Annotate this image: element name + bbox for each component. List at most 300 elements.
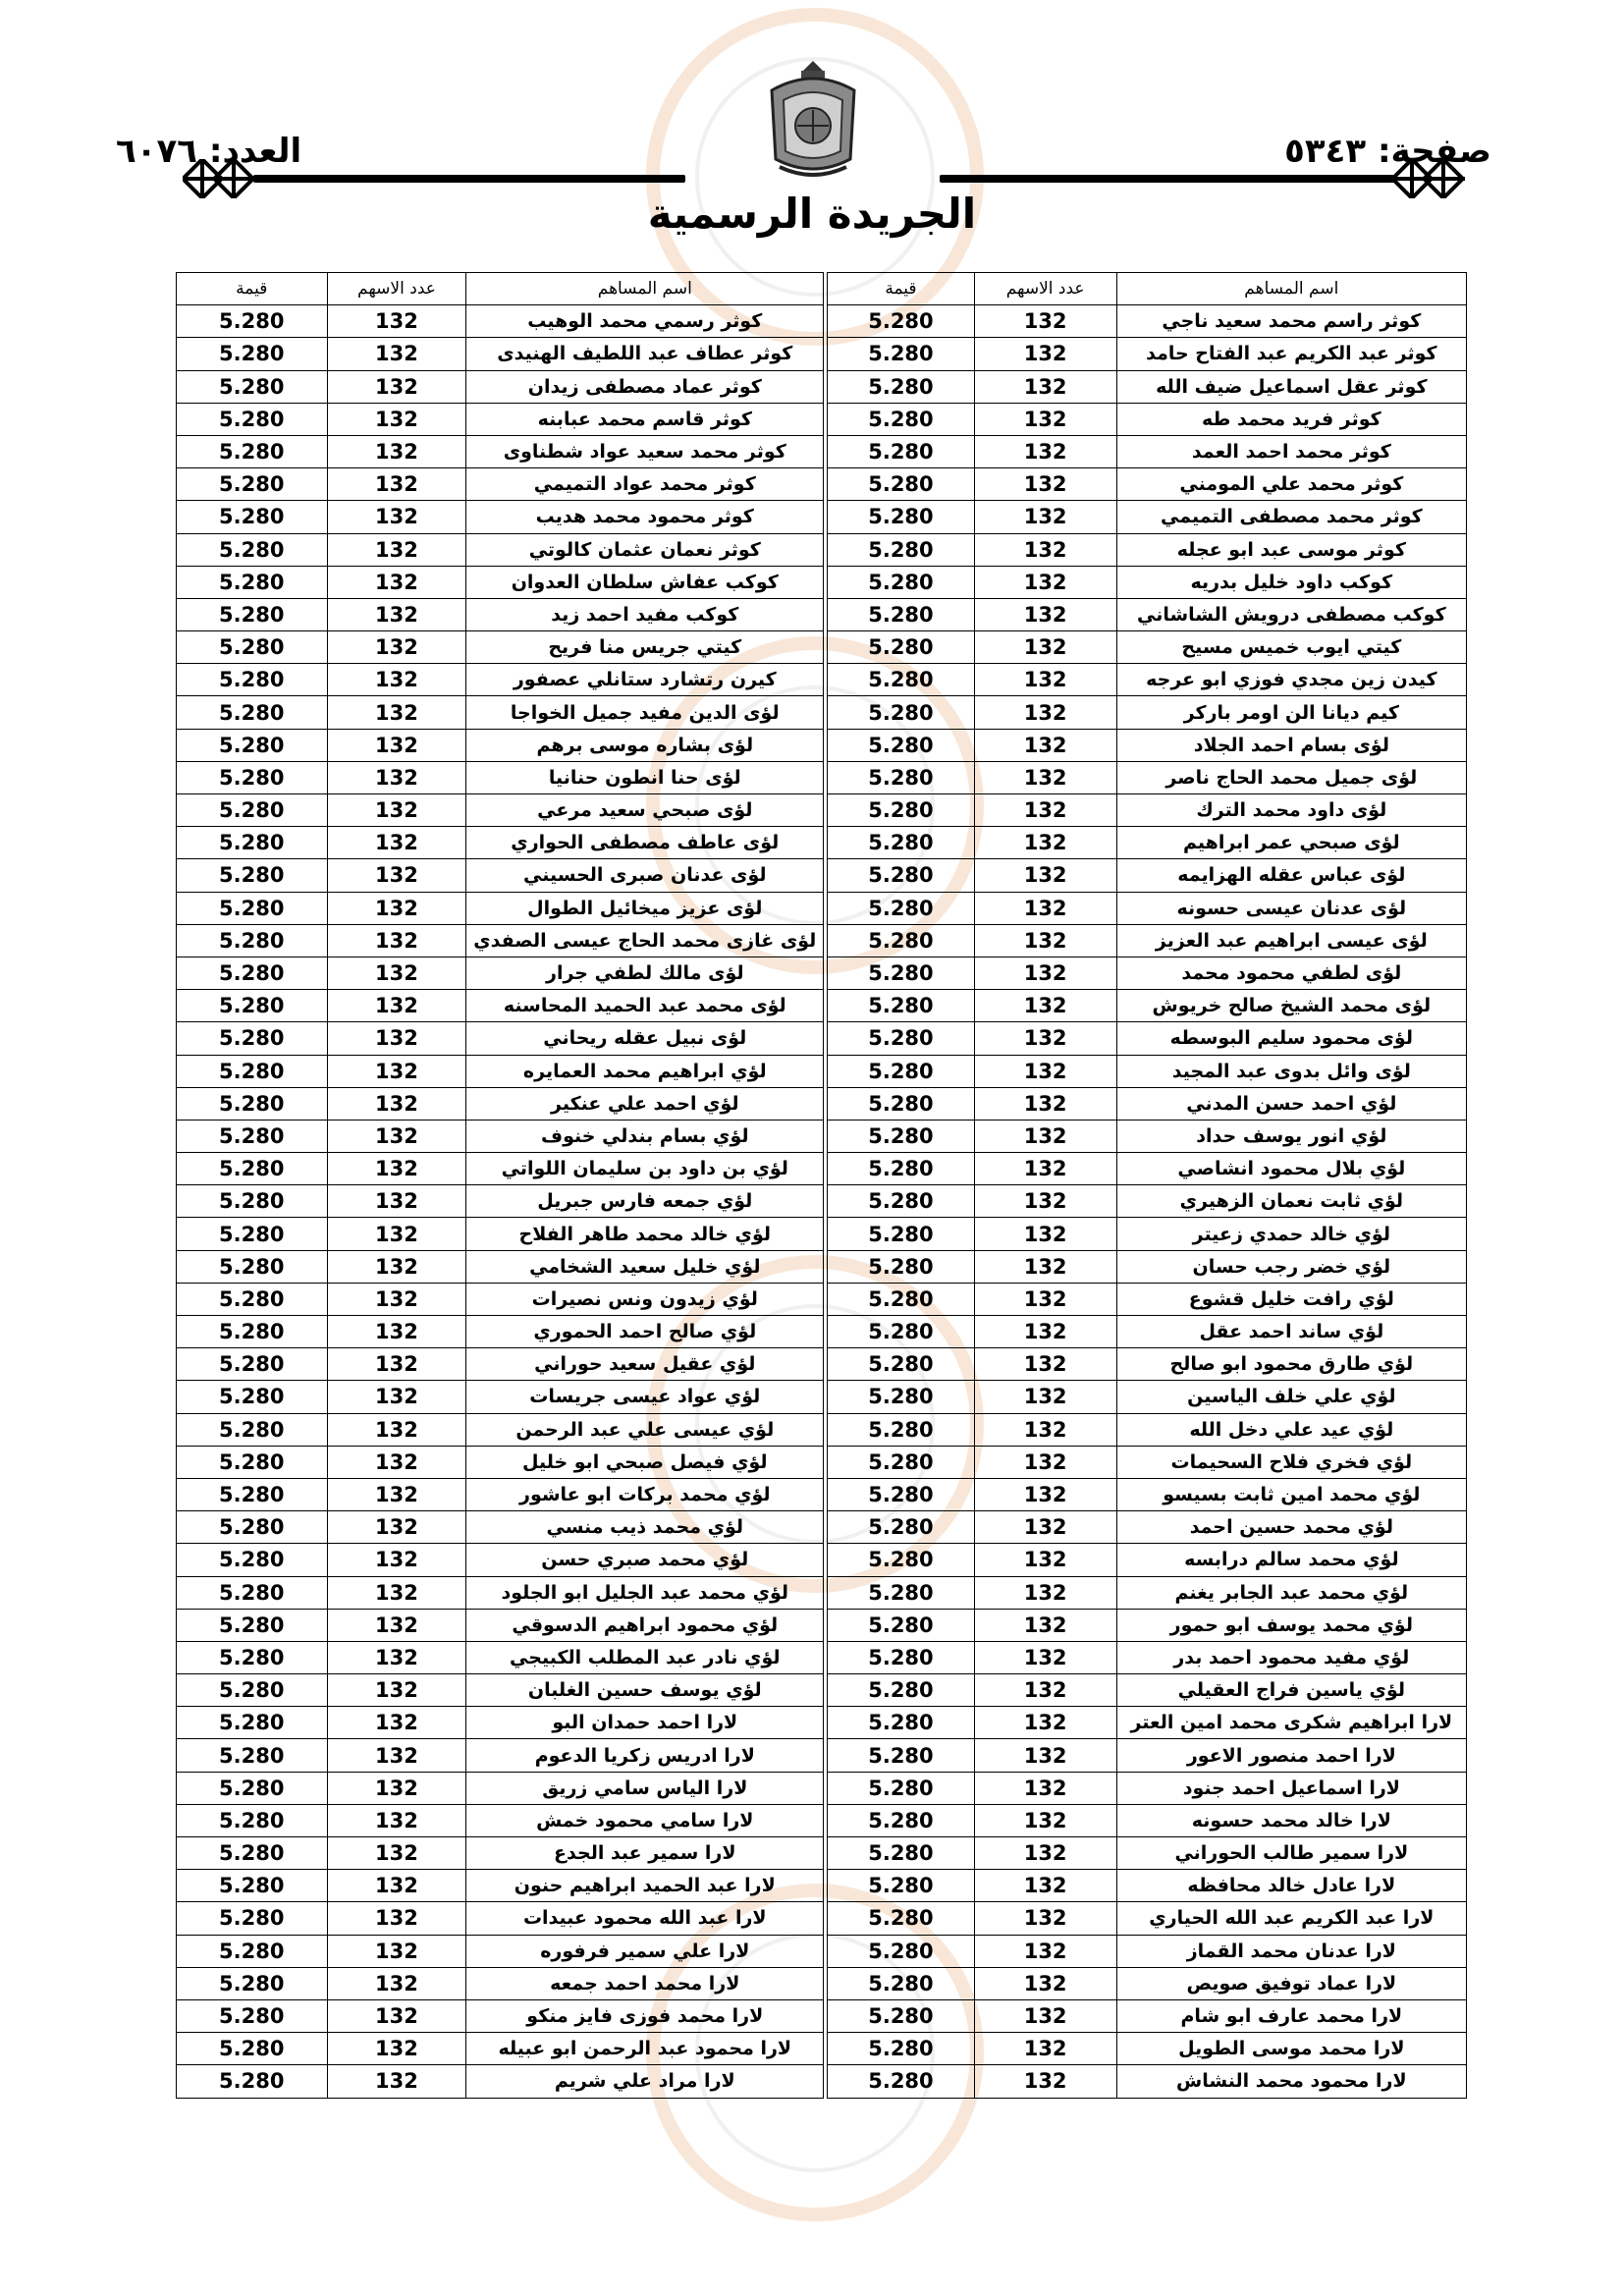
share-value: 5.280 <box>177 1902 328 1935</box>
share-value: 5.280 <box>828 2033 974 2065</box>
column-gap <box>824 305 828 338</box>
table-row <box>177 1902 1467 1935</box>
share-count: 132 <box>974 827 1116 859</box>
shareholder-name: لؤي خضر رجب حسان <box>1116 1250 1466 1283</box>
share-value: 5.280 <box>177 501 328 533</box>
column-gap <box>824 957 828 989</box>
column-gap <box>824 403 828 435</box>
share-count: 132 <box>327 403 466 435</box>
share-count: 132 <box>327 1413 466 1446</box>
share-count: 132 <box>974 1641 1116 1673</box>
share-count: 132 <box>974 1478 1116 1510</box>
shareholder-name: لؤي ابراهيم محمد العمايره <box>466 1055 824 1087</box>
column-gap <box>824 1804 828 1836</box>
table-row <box>177 1739 1467 1772</box>
share-count: 132 <box>327 533 466 566</box>
share-count: 132 <box>974 924 1116 957</box>
share-count: 132 <box>974 1218 1116 1250</box>
share-value: 5.280 <box>828 892 974 924</box>
column-gap <box>824 1283 828 1315</box>
share-value: 5.280 <box>177 2065 328 2098</box>
table-row <box>177 761 1467 793</box>
shareholder-name: لؤي فيصل صبحي ابو خليل <box>466 1446 824 1478</box>
share-value: 5.280 <box>177 1120 328 1152</box>
shareholder-name: لارا محمد احمد جمعه <box>466 1967 824 1999</box>
table-row <box>177 827 1467 859</box>
share-value: 5.280 <box>828 924 974 957</box>
shareholder-name: لؤي احمد علي عنكير <box>466 1087 824 1120</box>
share-value: 5.280 <box>828 435 974 467</box>
table-row <box>177 1674 1467 1707</box>
column-gap <box>824 892 828 924</box>
share-count: 132 <box>327 1804 466 1836</box>
share-count: 132 <box>974 1902 1116 1935</box>
share-count: 132 <box>974 990 1116 1022</box>
share-value: 5.280 <box>828 403 974 435</box>
share-value: 5.280 <box>177 468 328 501</box>
share-count: 132 <box>974 1283 1116 1315</box>
share-count: 132 <box>974 403 1116 435</box>
jordan-coat-of-arms-icon <box>762 57 864 183</box>
share-value: 5.280 <box>177 957 328 989</box>
share-count: 132 <box>327 598 466 630</box>
share-count: 132 <box>327 1316 466 1348</box>
share-value: 5.280 <box>177 1641 328 1673</box>
share-value: 5.280 <box>828 859 974 892</box>
share-count: 132 <box>327 1478 466 1510</box>
column-gap <box>824 533 828 566</box>
column-gap <box>824 1120 828 1152</box>
table-row <box>177 305 1467 338</box>
shareholder-name: كوثر محمد عواد التميمي <box>466 468 824 501</box>
share-count: 132 <box>974 1870 1116 1902</box>
column-gap <box>824 1641 828 1673</box>
column-gap <box>824 761 828 793</box>
shareholder-name: كوكب مفيد احمد زيد <box>466 598 824 630</box>
column-gap <box>824 1348 828 1381</box>
shareholder-name: لؤى صبحي عمر ابراهيم <box>1116 827 1466 859</box>
share-value: 5.280 <box>177 2033 328 2065</box>
share-value: 5.280 <box>177 1707 328 1739</box>
share-value: 5.280 <box>177 1870 328 1902</box>
share-value: 5.280 <box>828 1283 974 1315</box>
table-row <box>177 2033 1467 2065</box>
share-count: 132 <box>974 566 1116 598</box>
share-value: 5.280 <box>828 1999 974 2032</box>
shareholder-name: لؤي محمد عبد الجليل ابو الجلود <box>466 1576 824 1609</box>
column-gap <box>824 924 828 957</box>
shareholder-name: لارا عدنان محمد القماز <box>1116 1935 1466 1967</box>
share-value: 5.280 <box>828 1967 974 1999</box>
share-value: 5.280 <box>828 1707 974 1739</box>
share-value: 5.280 <box>828 1641 974 1673</box>
table-row <box>177 435 1467 467</box>
column-gap <box>824 794 828 827</box>
column-gap <box>824 827 828 859</box>
shareholder-name: كوكب مصطفى درويش الشاشاني <box>1116 598 1466 630</box>
column-gap <box>824 2065 828 2098</box>
shareholder-name: لؤى داود محمد الترك <box>1116 794 1466 827</box>
shareholder-name: كوثر نعمان عثمان كالوتي <box>466 533 824 566</box>
table-row <box>177 794 1467 827</box>
share-count: 132 <box>327 664 466 696</box>
share-value: 5.280 <box>177 1250 328 1283</box>
table-row <box>177 664 1467 696</box>
shareholder-name: لؤي محمد بركات ابو عاشور <box>466 1478 824 1510</box>
share-count: 132 <box>327 1837 466 1870</box>
column-gap <box>824 1674 828 1707</box>
shareholder-name: لؤي رافت خليل قشوع <box>1116 1283 1466 1315</box>
shareholder-name: كوثر عطاف عبد اللطيف الهنيدى <box>466 338 824 370</box>
shareholder-name: لؤى عباس عقله الهزايمه <box>1116 859 1466 892</box>
table-row <box>177 566 1467 598</box>
share-value: 5.280 <box>828 1902 974 1935</box>
share-count: 132 <box>974 370 1116 403</box>
shareholder-name: كيتي ايوب خميس مسيح <box>1116 631 1466 664</box>
share-value: 5.280 <box>177 794 328 827</box>
shareholder-name: كوثر فريد محمد طه <box>1116 403 1466 435</box>
table-row <box>177 957 1467 989</box>
shareholder-name: كوكب عفاش سلطان العدوان <box>466 566 824 598</box>
shareholder-name: كوثر محمد سعيد عواد شطناوى <box>466 435 824 467</box>
share-value: 5.280 <box>828 1837 974 1870</box>
column-gap <box>824 370 828 403</box>
header-rule-left <box>253 175 685 183</box>
shareholder-name: لارا احمد حمدان البو <box>466 1707 824 1739</box>
share-count: 132 <box>974 1999 1116 2032</box>
share-value: 5.280 <box>177 827 328 859</box>
share-count: 132 <box>974 1576 1116 1609</box>
share-count: 132 <box>327 1185 466 1218</box>
share-count: 132 <box>974 305 1116 338</box>
share-count: 132 <box>974 468 1116 501</box>
shareholder-name: لؤى نبيل عقله ريحاني <box>466 1022 824 1055</box>
table-row <box>177 1055 1467 1087</box>
column-gap <box>824 435 828 467</box>
share-value: 5.280 <box>177 1544 328 1576</box>
share-count: 132 <box>327 1381 466 1413</box>
column-gap <box>824 1707 828 1739</box>
share-value: 5.280 <box>828 1153 974 1185</box>
share-value: 5.280 <box>828 631 974 664</box>
shareholder-name: لؤى مالك لطفي جرار <box>466 957 824 989</box>
share-count: 132 <box>974 598 1116 630</box>
column-gap <box>824 1413 828 1446</box>
table-row <box>177 1120 1467 1152</box>
table-row <box>177 1511 1467 1544</box>
share-value: 5.280 <box>177 761 328 793</box>
share-count: 132 <box>974 1250 1116 1283</box>
share-count: 132 <box>974 1120 1116 1152</box>
table-row <box>177 924 1467 957</box>
shareholder-name: لؤي خالد حمدي زعيتر <box>1116 1218 1466 1250</box>
share-value: 5.280 <box>177 1381 328 1413</box>
shareholder-name: لارا عادل خالد محافظه <box>1116 1870 1466 1902</box>
column-gap <box>824 338 828 370</box>
column-header-name: اسم المساهم <box>1116 273 1466 305</box>
table-row <box>177 1381 1467 1413</box>
column-gap <box>824 859 828 892</box>
shareholder-name: لارا ابراهيم شكرى محمد امين العتر <box>1116 1707 1466 1739</box>
share-value: 5.280 <box>177 1153 328 1185</box>
share-value: 5.280 <box>177 1413 328 1446</box>
share-value: 5.280 <box>177 1478 328 1510</box>
share-count: 132 <box>974 533 1116 566</box>
shareholder-name: لؤي عواد عيسى جريسات <box>466 1381 824 1413</box>
shareholder-name: لارا ادريس زكريا الدعوم <box>466 1739 824 1772</box>
share-value: 5.280 <box>828 1381 974 1413</box>
share-count: 132 <box>327 2033 466 2065</box>
share-value: 5.280 <box>828 729 974 761</box>
share-value: 5.280 <box>828 1772 974 1804</box>
shareholder-name: لؤى عيسى ابراهيم عبد العزيز <box>1116 924 1466 957</box>
share-value: 5.280 <box>828 1544 974 1576</box>
table-row <box>177 1641 1467 1673</box>
share-count: 132 <box>327 1055 466 1087</box>
share-count: 132 <box>974 892 1116 924</box>
table-row <box>177 501 1467 533</box>
share-count: 132 <box>974 1837 1116 1870</box>
share-count: 132 <box>974 1316 1116 1348</box>
share-count: 132 <box>327 338 466 370</box>
column-gap <box>824 1153 828 1185</box>
column-gap <box>824 1446 828 1478</box>
share-value: 5.280 <box>177 1218 328 1250</box>
share-value: 5.280 <box>177 631 328 664</box>
shareholder-name: لارا اسماعيل احمد جنود <box>1116 1772 1466 1804</box>
table-row <box>177 1837 1467 1870</box>
share-count: 132 <box>974 2065 1116 2098</box>
table-row <box>177 696 1467 729</box>
shareholder-name: لؤى غازى محمد الحاج عيسى الصفدي <box>466 924 824 957</box>
shareholder-name: لؤى جميل محمد الحاج ناصر <box>1116 761 1466 793</box>
share-value: 5.280 <box>177 1022 328 1055</box>
share-count: 132 <box>327 892 466 924</box>
shareholder-name: لؤي بسام بندلي خنوف <box>466 1120 824 1152</box>
shareholder-name: لؤي بن داود بن سليمان اللواتي <box>466 1153 824 1185</box>
table-row <box>177 990 1467 1022</box>
share-value: 5.280 <box>177 1316 328 1348</box>
share-count: 132 <box>327 1218 466 1250</box>
column-gap <box>824 1511 828 1544</box>
table-row <box>177 1283 1467 1315</box>
share-value: 5.280 <box>828 1870 974 1902</box>
share-value: 5.280 <box>177 729 328 761</box>
column-gap <box>824 1609 828 1641</box>
table-row <box>177 1478 1467 1510</box>
share-count: 132 <box>327 957 466 989</box>
shareholder-name: لؤي جمعه فارس جبريل <box>466 1185 824 1218</box>
shareholder-name: لارا محمود محمد النشاش <box>1116 2065 1466 2098</box>
shareholder-name: كوثر محمد علي المومني <box>1116 468 1466 501</box>
share-count: 132 <box>974 664 1116 696</box>
share-count: 132 <box>327 761 466 793</box>
shareholder-name: كوثر موسى عبد ابو عجله <box>1116 533 1466 566</box>
share-value: 5.280 <box>177 859 328 892</box>
share-value: 5.280 <box>828 1348 974 1381</box>
share-value: 5.280 <box>828 1739 974 1772</box>
column-gap <box>824 2033 828 2065</box>
shareholder-name: لارا عبد الحميد ابراهيم حنون <box>466 1870 824 1902</box>
shareholder-name: لارا سمير عبد الجدع <box>466 1837 824 1870</box>
shareholder-name: لؤي يوسف حسين الغلبان <box>466 1674 824 1707</box>
share-value: 5.280 <box>828 468 974 501</box>
share-count: 132 <box>974 501 1116 533</box>
column-gap <box>824 1739 828 1772</box>
shareholder-name: لؤي محمد ذيب منسي <box>466 1511 824 1544</box>
share-count: 132 <box>974 1707 1116 1739</box>
column-gap <box>824 1999 828 2032</box>
share-value: 5.280 <box>177 1511 328 1544</box>
share-value: 5.280 <box>828 1316 974 1348</box>
column-header-shares: عدد الاسهم <box>327 273 466 305</box>
share-count: 132 <box>327 1739 466 1772</box>
table-row <box>177 370 1467 403</box>
shareholder-name: كوثر راسم محمد سعيد ناجي <box>1116 305 1466 338</box>
share-count: 132 <box>974 1511 1116 1544</box>
share-value: 5.280 <box>828 1087 974 1120</box>
share-count: 132 <box>327 1153 466 1185</box>
table-row <box>177 1999 1467 2032</box>
share-value: 5.280 <box>828 1478 974 1510</box>
share-count: 132 <box>327 1935 466 1967</box>
share-value: 5.280 <box>828 533 974 566</box>
share-count: 132 <box>974 859 1116 892</box>
table-row <box>177 1609 1467 1641</box>
table-row <box>177 468 1467 501</box>
share-value: 5.280 <box>177 403 328 435</box>
shareholder-name: كوثر قاسم محمد عبابنه <box>466 403 824 435</box>
shareholder-name: لؤى عاطف مصطفى الحواري <box>466 827 824 859</box>
shareholder-name: لؤى صبحي سعيد مرعي <box>466 794 824 827</box>
shareholder-name: لؤي محمود ابراهيم الدسوقي <box>466 1609 824 1641</box>
shareholder-name: لارا عبد الكريم عبد الله الحياري <box>1116 1902 1466 1935</box>
issue-number: العدد: ٦٠٧٦ <box>116 132 302 171</box>
table-row <box>177 1218 1467 1250</box>
share-value: 5.280 <box>828 1022 974 1055</box>
shareholder-name: كوثر محمود محمد هديب <box>466 501 824 533</box>
table-row <box>177 1967 1467 1999</box>
share-value: 5.280 <box>177 370 328 403</box>
shareholder-name: لارا محمد فوزى فايز منكو <box>466 1999 824 2032</box>
shareholders-table <box>176 272 1467 2099</box>
share-count: 132 <box>327 859 466 892</box>
share-count: 132 <box>327 1022 466 1055</box>
share-count: 132 <box>327 501 466 533</box>
table-row <box>177 533 1467 566</box>
share-count: 132 <box>974 1087 1116 1120</box>
table-row <box>177 1870 1467 1902</box>
column-gap <box>824 273 828 305</box>
shareholder-name: لؤى عزيز ميخائيل الطوال <box>466 892 824 924</box>
share-count: 132 <box>327 370 466 403</box>
table-row <box>177 598 1467 630</box>
share-value: 5.280 <box>177 1609 328 1641</box>
page-number: صفحة: ٥٣٤٣ <box>1284 132 1491 171</box>
share-value: 5.280 <box>177 1967 328 1999</box>
share-count: 132 <box>327 1707 466 1739</box>
share-count: 132 <box>974 794 1116 827</box>
column-gap <box>824 1185 828 1218</box>
share-value: 5.280 <box>828 1511 974 1544</box>
share-count: 132 <box>974 1022 1116 1055</box>
share-count: 132 <box>974 1544 1116 1576</box>
share-count: 132 <box>327 1641 466 1673</box>
shareholder-name: لؤي خالد محمد طاهر الفلاح <box>466 1218 824 1250</box>
shareholder-name: لارا محمد عارف ابو شام <box>1116 1999 1466 2032</box>
gazette-title: الجريدة الرسمية <box>647 190 977 238</box>
shareholder-name: كوثر عبد الكريم عبد الفتاح حامد <box>1116 338 1466 370</box>
share-count: 132 <box>974 1348 1116 1381</box>
share-value: 5.280 <box>177 696 328 729</box>
share-value: 5.280 <box>828 664 974 696</box>
shareholder-name: لارا علي سمير فرفوره <box>466 1935 824 1967</box>
shareholder-name: لؤي طارق محمود ابو صالح <box>1116 1348 1466 1381</box>
column-gap <box>824 1902 828 1935</box>
share-count: 132 <box>974 1967 1116 1999</box>
share-count: 132 <box>327 1674 466 1707</box>
shareholder-name: لؤى بشاره موسى برهم <box>466 729 824 761</box>
column-gap <box>824 1870 828 1902</box>
column-gap <box>824 1478 828 1510</box>
shareholder-name: لؤي انور يوسف حداد <box>1116 1120 1466 1152</box>
share-value: 5.280 <box>828 761 974 793</box>
column-gap <box>824 990 828 1022</box>
share-value: 5.280 <box>828 957 974 989</box>
table-row <box>177 1935 1467 1967</box>
table-row <box>177 1316 1467 1348</box>
share-value: 5.280 <box>828 338 974 370</box>
shareholder-name: لؤى محمد عبد الحميد المحاسنه <box>466 990 824 1022</box>
table-row <box>177 631 1467 664</box>
share-value: 5.280 <box>177 1772 328 1804</box>
share-count: 132 <box>327 1120 466 1152</box>
shareholder-name: لؤى عدنان صبرى الحسيني <box>466 859 824 892</box>
table-row <box>177 338 1467 370</box>
share-value: 5.280 <box>828 827 974 859</box>
column-gap <box>824 1544 828 1576</box>
table-row <box>177 1153 1467 1185</box>
shareholder-name: لارا الياس سامي زريق <box>466 1772 824 1804</box>
shareholder-name: لؤي محمد يوسف ابو حمور <box>1116 1609 1466 1641</box>
table-header-row <box>177 273 1467 305</box>
shareholder-name: لارا عماد توفيق صويص <box>1116 1967 1466 1999</box>
column-gap <box>824 468 828 501</box>
share-value: 5.280 <box>828 1055 974 1087</box>
share-count: 132 <box>327 1250 466 1283</box>
shareholder-name: لؤى محمود سليم البوسطه <box>1116 1022 1466 1055</box>
share-value: 5.280 <box>177 338 328 370</box>
share-count: 132 <box>974 957 1116 989</box>
shareholder-name: لؤي محمد امين ثابت بسيسو <box>1116 1478 1466 1510</box>
share-value: 5.280 <box>828 566 974 598</box>
shareholder-name: كوكب داود خليل بدريه <box>1116 566 1466 598</box>
column-gap <box>824 696 828 729</box>
share-value: 5.280 <box>177 1739 328 1772</box>
share-value: 5.280 <box>828 370 974 403</box>
share-value: 5.280 <box>828 1413 974 1446</box>
shareholder-name: لؤى حنا انطون حنانيا <box>466 761 824 793</box>
column-gap <box>824 729 828 761</box>
table-body <box>177 305 1467 2098</box>
share-value: 5.280 <box>177 1674 328 1707</box>
shareholder-name: كيتي جريس منا فريح <box>466 631 824 664</box>
share-count: 132 <box>327 468 466 501</box>
share-value: 5.280 <box>177 1999 328 2032</box>
share-value: 5.280 <box>177 990 328 1022</box>
share-value: 5.280 <box>177 533 328 566</box>
column-gap <box>824 664 828 696</box>
